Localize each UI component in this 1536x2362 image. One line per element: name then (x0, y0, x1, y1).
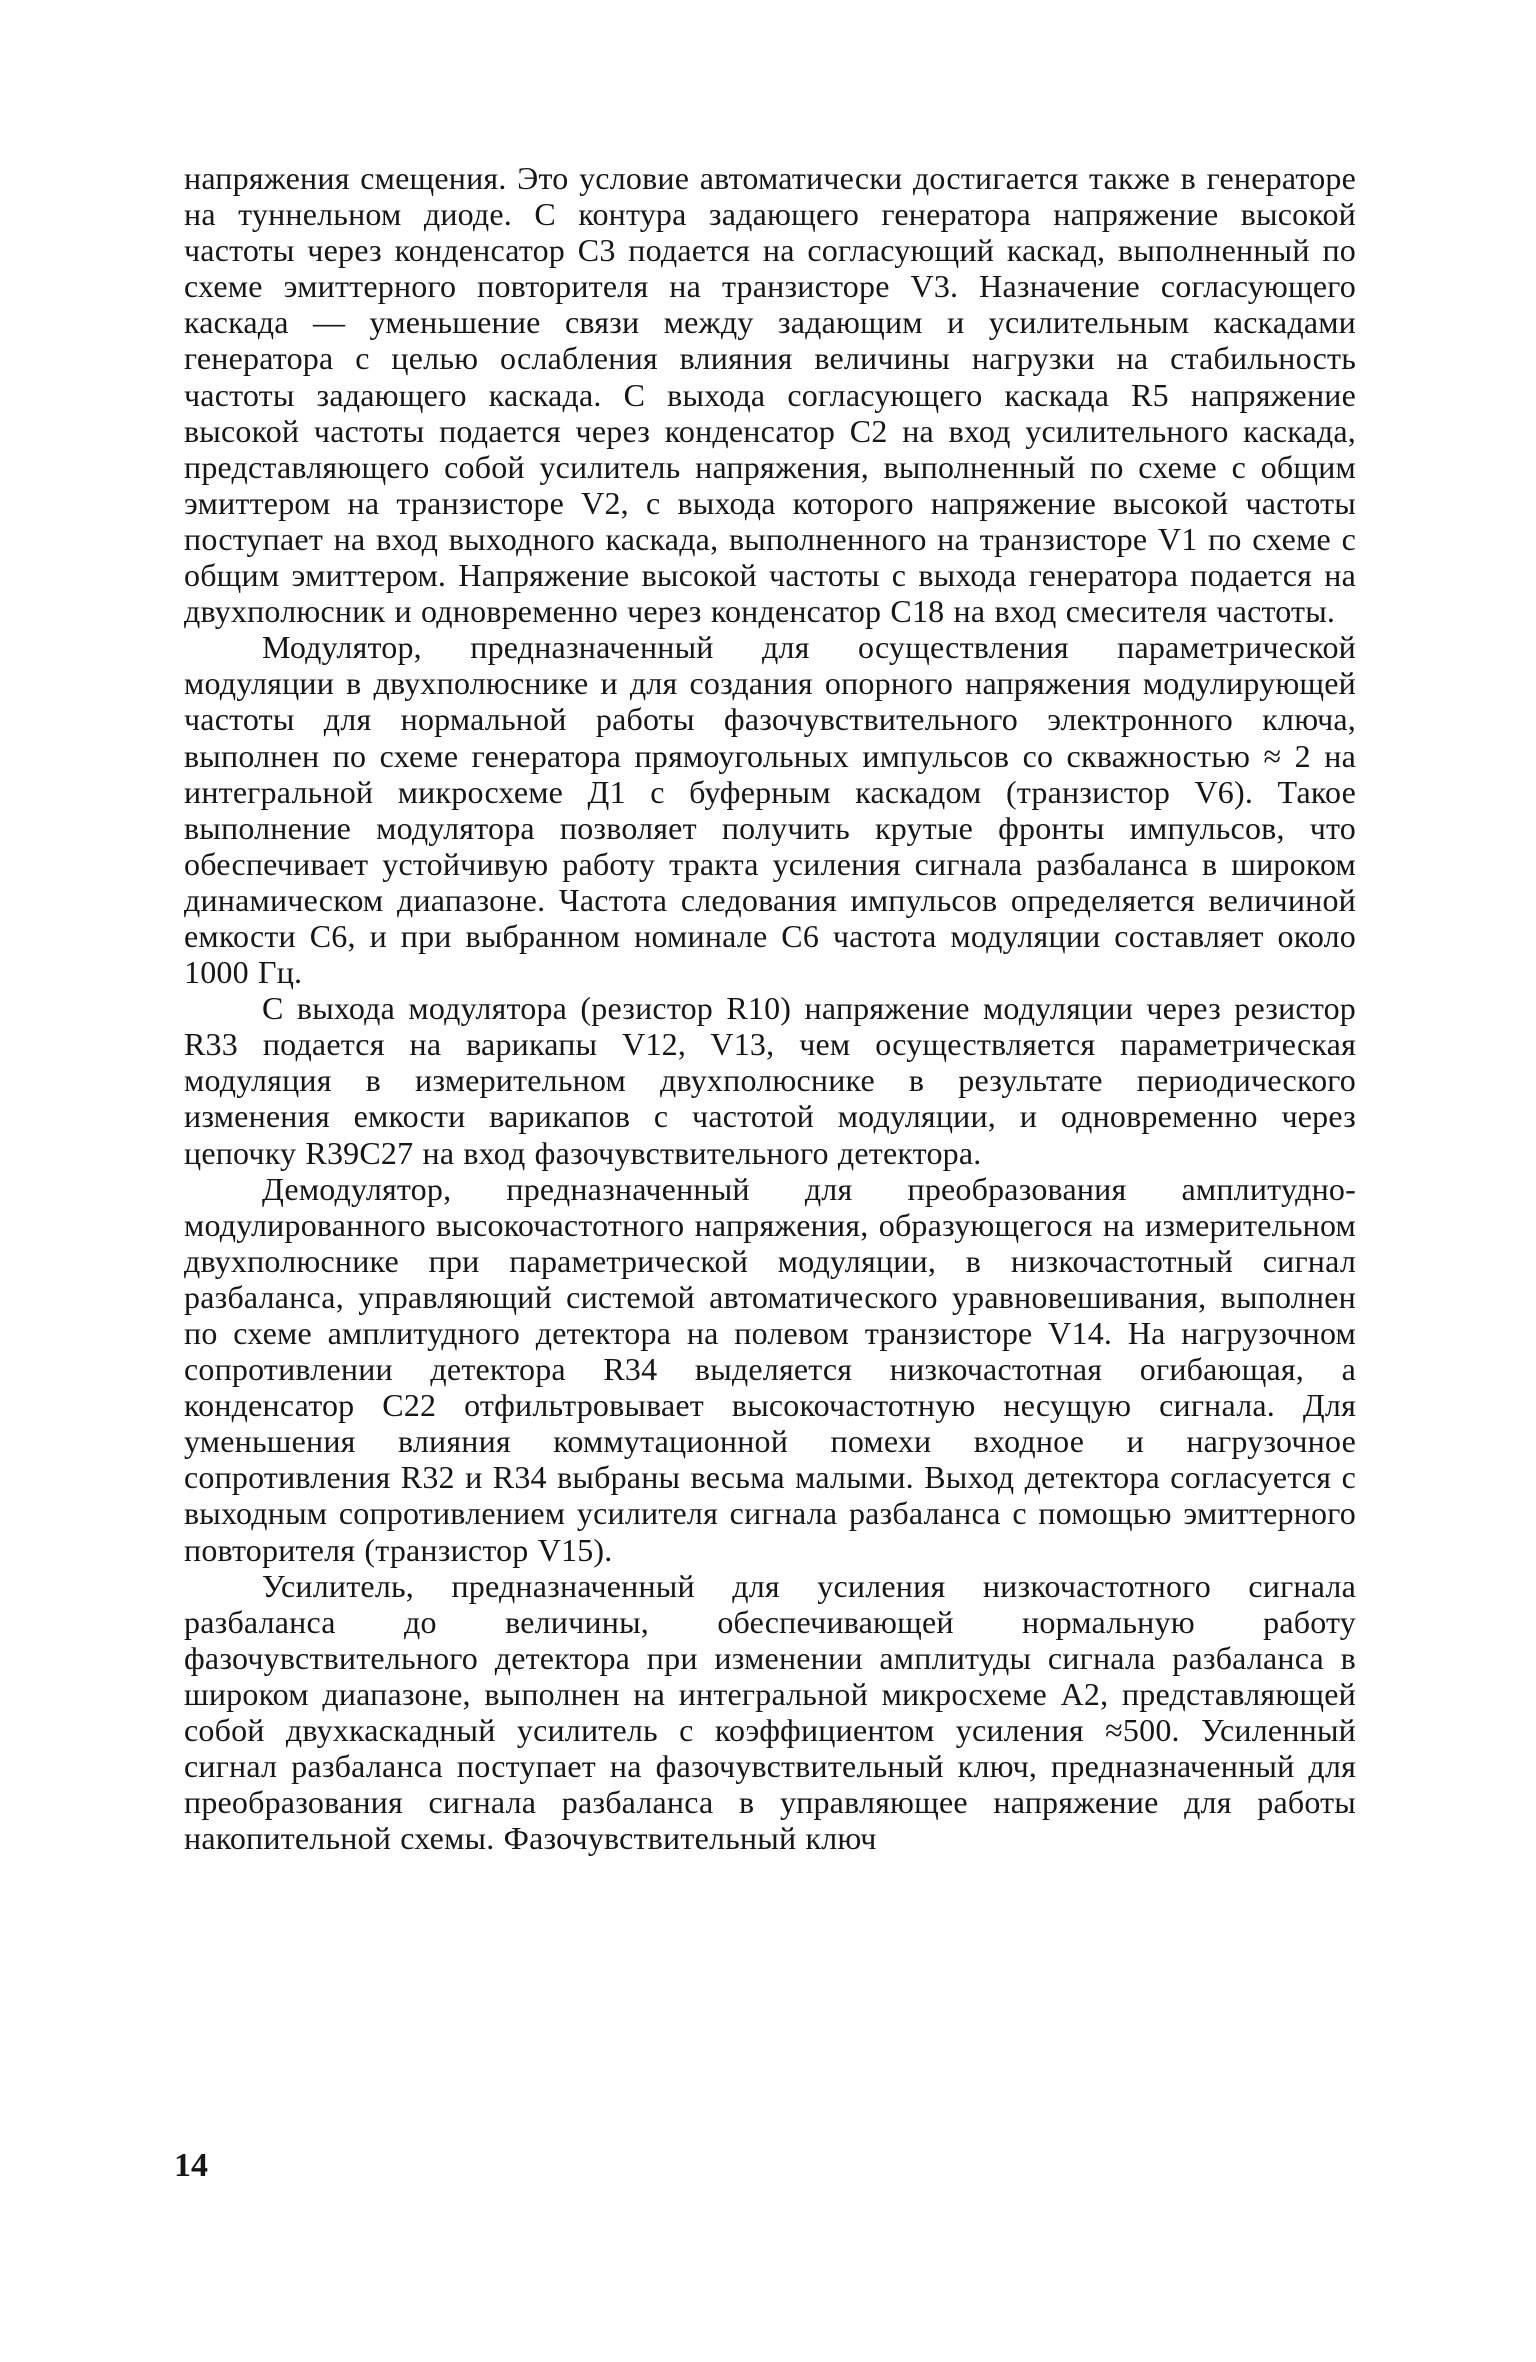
paragraph-5: Усилитель, предназначенный для усиления низкочастотного сигнала разбаланса до величины, обеспечивающей нормальную работу фазочувствительного детектора при изменении амплитуды сигнала разбаланса в широком диапазоне, выполнен на интегральной микросхеме A2, представляющей собой двухкаскадный усилитель с коэффициентом усиления ≈500. Усиленный сигнал разбаланса поступает на фазочувствительный ключ, предназначенный для преобразования сигнала разбаланса в управляющее напряжение для работы накопительной схемы. Фазочувствительный ключ (184, 1567, 1356, 1857)
paragraph-3: С выхода модулятора (резистор R10) напряжение модуляции через резистор R33 подается на варикапы V12, V13, чем осуществляется параметрическая модуляция в измерительном двухполюснике в результате периодического изменения емкости варикапов с частотой модуляции, и одновременно через цепочку R39C27 на вход фазочувствительного детектора. (184, 990, 1356, 1171)
paragraph-1: напряжения смещения. Это условие автоматически достигается также в генераторе на туннельном диоде. С контура задающего генератора напряжение высокой частоты через конденсатор C3 подается на согласующий каскад, выполненный по схеме эмиттерного повторителя на транзисторе V3. Назначение согласующего каскада — уменьшение связи между задающим и усилительным каскадами генератора с целью ослабления влияния величины нагрузки на стабильность частоты задающего каскада. С выхода согласующего каскада R5 напряжение высокой частоты подается через конденсатор C2 на вход усилительного каскада, представляющего собой усилитель напряжения, выполненный по схеме с общим эмиттером на транзисторе V2, с выхода которого напряжение высокой частоты поступает на вход выходного каскада, выполненного на транзисторе V1 по схеме с общим эмиттером. Напряжение высокой частоты с выхода генератора подается на двухполюсник и одновременно через конденсатор C18 на вход смесителя частоты. (184, 160, 1356, 630)
text-column (184, 160, 1356, 1856)
page-number: 14 (174, 2147, 208, 2184)
paragraph-2: Модулятор, предназначенный для осуществления параметрической модуляции в двухполюснике и для создания опорного напряжения модулирующей частоты для нормальной работы фазочувствительного электронного ключа, выполнен по схеме генератора прямоугольных импульсов со скважностью ≈ 2 на интегральной микросхеме Д1 с буферным каскадом (транзистор V6). Такое выполнение модулятора позволяет получить крутые фронты импульсов, что обеспечивает устойчивую работу тракта усиления сигнала разбаланса в широком динамическом диапазоне. Частота следования импульсов определяется величиной емкости C6, и при выбранном номинале C6 частота модуляции составляет около 1000 Гц. (184, 629, 1356, 991)
paragraph-4: Демодулятор, предназначенный для преобразования амплитудно-модулированного высокочастотного напряжения, образующегося на измерительном двухполюснике при параметрической модуляции, в низкочастотный сигнал разбаланса, управляющий системой автоматического уравновешивания, выполнен по схеме амплитудного детектора на полевом транзисторе V14. На нагрузочном сопротивлении детектора R34 выделяется низкочастотная огибающая, а конденсатор C22 отфильтровывает высокочастотную несущую сигнала. Для уменьшения влияния коммутационной помехи входное и нагрузочное сопротивления R32 и R34 выбраны весьма малыми. Выход детектора согласуется с выходным сопротивлением усилителя сигнала разбаланса с помощью эмиттерного повторителя (транзистор V15). (184, 1170, 1356, 1568)
